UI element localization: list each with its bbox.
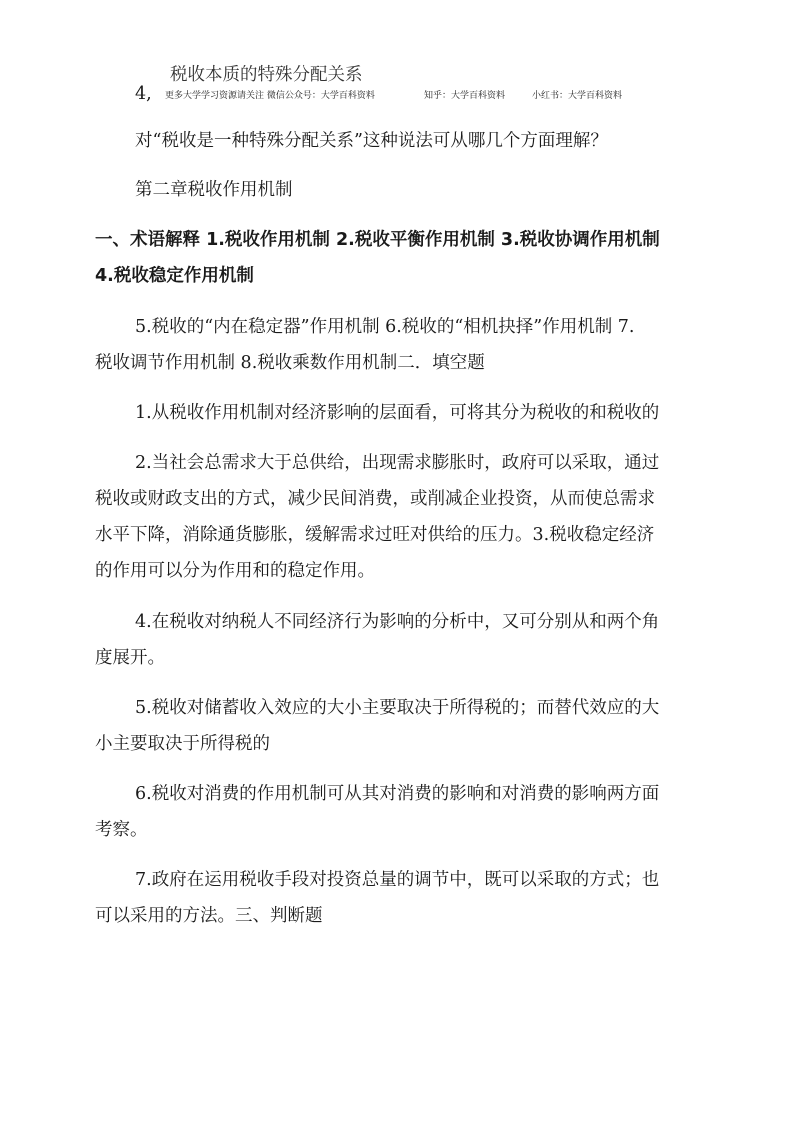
term-heading-line-2: 4.税收稳定作用机制 <box>95 266 254 286</box>
fill-question-2-line-4: 的作用可以分为作用和的稳定作用。 <box>95 561 375 581</box>
fill-question-7-line-2: 可以采用的方法。三、判断题 <box>95 906 323 926</box>
watermark-wechat: 更多大学学习资源请关注 微信公众号：大学百科资料 <box>165 91 375 101</box>
fill-question-2-line-3: 水平下降，消除通货膨胀，缓解需求过旺对供给的压力。3.税收稳定经济 <box>95 525 655 545</box>
clipped-text: 税收本质的特殊分配关系 <box>170 65 363 85</box>
fill-question-4-line-2: 度展开。 <box>95 648 165 668</box>
fill-question-6-line-1: 6.税收对消费的作用机制可从其对消费的影响和对消费的影响两方面 <box>135 784 660 804</box>
term-line-2: 税收调节作用机制 8.税收乘数作用机制二．填空题 <box>95 353 485 373</box>
fill-question-1: 1.从税收作用机制对经济影响的层面看，可将其分为税收的和税收的 <box>135 403 660 423</box>
question-line: 对“税收是一种特殊分配关系”这种说法可从哪几个方面理解？ <box>135 131 608 151</box>
fill-question-5-line-2: 小主要取决于所得税的 <box>95 734 270 754</box>
term-line-1: 5.税收的“内在稳定器”作用机制 6.税收的“相机抉择”作用机制 7. <box>135 317 635 337</box>
item-number: 4, <box>135 84 152 104</box>
term-heading-line-1: 一、术语解释 1.税收作用机制 2.税收平衡作用机制 3.税收协调作用机制 <box>95 230 660 250</box>
fill-question-7-line-1: 7.政府在运用税收手段对投资总量的调节中，既可以采取的方式；也 <box>135 870 660 890</box>
chapter-title: 第二章税收作用机制 <box>135 180 293 200</box>
fill-question-2-line-2: 税收或财政支出的方式，减少民间消费，或削减企业投资，从而使总需求 <box>95 489 655 509</box>
clipped-text-line <box>170 65 570 85</box>
fill-question-5-line-1: 5.税收对储蓄收入效应的大小主要取决于所得税的；而替代效应的大 <box>135 698 660 718</box>
fill-question-6-line-2: 考察。 <box>95 820 148 840</box>
watermark-xiaohongshu: 小红书：大学百科资料 <box>532 91 623 101</box>
watermark-zhihu: 知乎：大学百科资料 <box>424 91 506 101</box>
fill-question-4-line-1: 4.在税收对纳税人不同经济行为影响的分析中，又可分别从和两个角 <box>135 612 660 632</box>
fill-question-2-line-1: 2.当社会总需求大于总供给，出现需求膨胀时，政府可以采取，通过 <box>135 453 660 473</box>
